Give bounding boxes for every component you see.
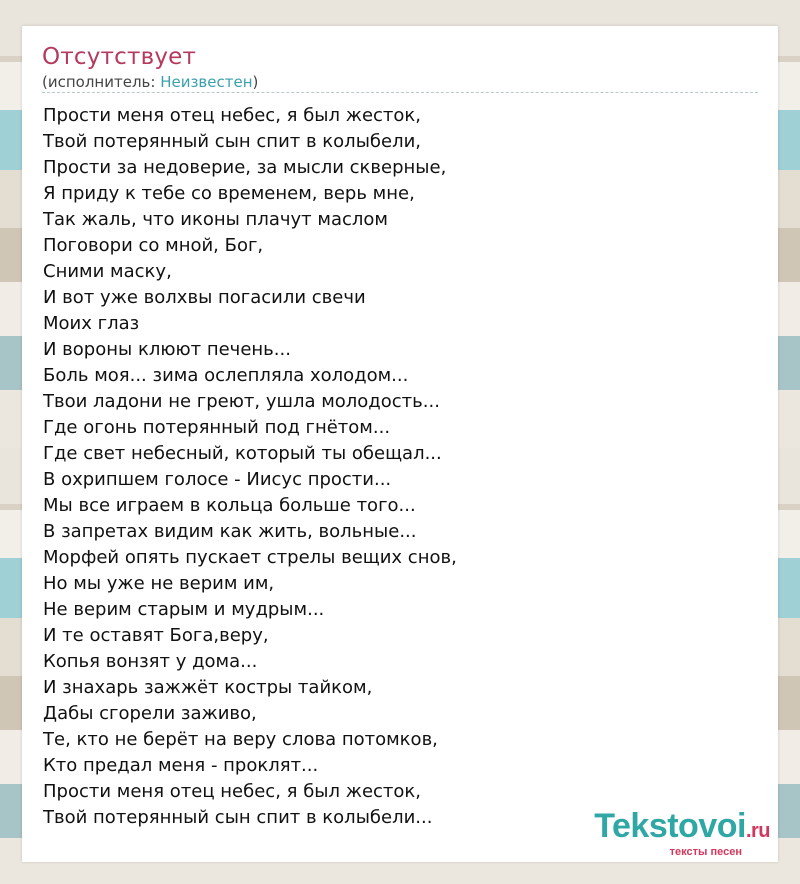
lyric-line: Копья вонзят у дома... — [43, 651, 258, 672]
lyric-line: Морфей опять пускает стрелы вещих снов, — [43, 547, 457, 568]
lyric-line: Сними маску, — [43, 261, 172, 282]
lyric-line: Мы все играем в кольца больше того... — [43, 495, 416, 516]
lyric-line: Твой потерянный сын спит в колыбели, — [43, 131, 421, 152]
lyric-line: Твои ладони не греют, ушла молодость... — [43, 391, 440, 412]
artist-prefix: (исполнитель: — [42, 73, 161, 91]
lyric-line: В охрипшем голосе - Иисус прости... — [43, 469, 392, 490]
lyrics-text — [43, 103, 457, 831]
artist-suffix: ) — [252, 73, 259, 91]
lyric-line: Прости меня отец небес, я был жесток, — [43, 105, 422, 126]
lyric-line: Не верим старым и мудрым... — [43, 599, 325, 620]
logo-tagline: тексты песен — [669, 846, 742, 858]
lyric-line: Я приду к тебе со временем, верь мне, — [43, 183, 415, 204]
lyric-line: Поговори со мной, Бог, — [43, 235, 264, 256]
site-logo[interactable] — [594, 809, 770, 858]
song-title: Отсутствует — [42, 44, 197, 70]
lyric-line: Моих глаз — [43, 313, 140, 334]
lyric-line: Где огонь потерянный под гнётом... — [43, 417, 391, 438]
lyric-line: И вот уже волхвы погасили свечи — [43, 287, 366, 308]
lyric-line: Прости за недоверие, за мысли скверные, — [43, 157, 447, 178]
lyric-line: И знахарь зажжёт костры тайком, — [43, 677, 373, 698]
lyrics-card — [22, 26, 778, 862]
lyric-line: Но мы уже не верим им, — [43, 573, 275, 594]
lyric-line: Где свет небесный, который ты обещал... — [43, 443, 442, 464]
lyric-line: Боль моя... зима ослепляла холодом... — [43, 365, 409, 386]
lyric-line: В запретах видим как жить, вольные... — [43, 521, 417, 542]
logo-name: Tekstovoi — [594, 807, 746, 845]
logo-wordmark — [594, 809, 770, 848]
lyric-line: Дабы сгорели заживо, — [43, 703, 257, 724]
lyric-line: Твой потерянный сын спит в колыбели... — [43, 807, 433, 828]
lyric-line: Кто предал меня - проклят... — [43, 755, 319, 776]
lyric-line: Прости меня отец небес, я был жесток, — [43, 781, 422, 802]
title-divider — [42, 92, 758, 93]
artist-link[interactable]: Неизвестен — [160, 73, 253, 91]
artist-line — [42, 73, 258, 91]
lyric-line: И вороны клюют печень... — [43, 339, 291, 360]
lyric-line: Так жаль, что иконы плачут маслом — [43, 209, 388, 230]
logo-tld: .ru — [745, 820, 770, 842]
lyric-line: И те оставят Бога,веру, — [43, 625, 269, 646]
lyric-line: Те, кто не берёт на веру слова потомков, — [43, 729, 438, 750]
